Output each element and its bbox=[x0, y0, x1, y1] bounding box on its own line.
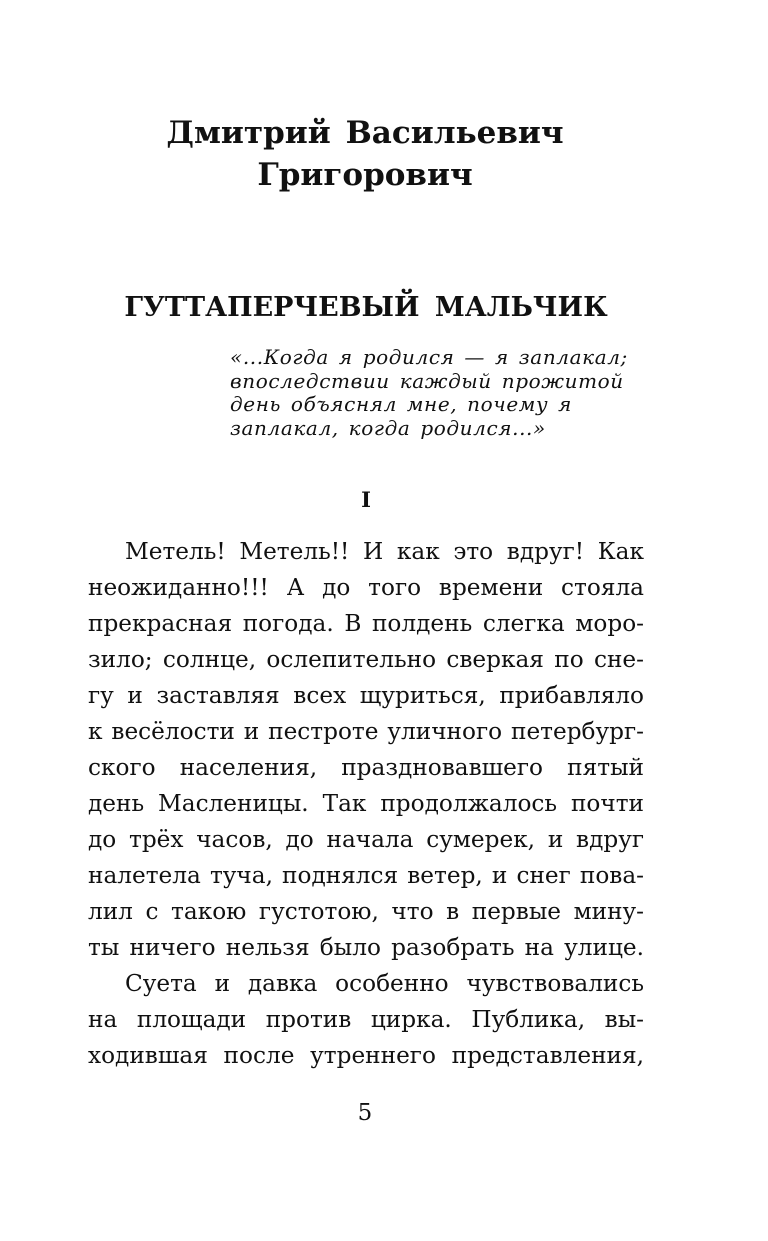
author-name-line: Григорович bbox=[257, 157, 473, 193]
story-title: ГУТТАПЕРЧЕВЫЙ МАЛЬЧИК bbox=[124, 292, 608, 323]
text-line: ходившая после утреннего представления, bbox=[88, 1042, 644, 1069]
chapter-heading: I bbox=[361, 487, 371, 512]
text-line: к весёлости и пестроте уличного петербург- bbox=[88, 718, 644, 745]
text-line: ты ничего нельзя было разобрать на улице. bbox=[88, 934, 644, 961]
epigraph-line: впоследствии каждый прожитой bbox=[230, 368, 624, 393]
text-line: Суета и давка особенно чувствовались bbox=[125, 970, 644, 997]
text-line: ского населения, праздновавшего пятый bbox=[88, 754, 644, 781]
text-line: на площади против цирка. Публика, вы- bbox=[88, 1006, 644, 1033]
text-line: лил с такою густотою, что в первые мину- bbox=[88, 898, 644, 925]
author-name bbox=[0, 112, 730, 196]
author-name-line: Дмитрий Васильевич bbox=[166, 115, 564, 151]
page-number: 5 bbox=[357, 1100, 373, 1126]
epigraph-line: заплакал, когда родился...» bbox=[230, 415, 546, 440]
text-line: день Масленицы. Так продолжалось почти bbox=[88, 790, 644, 817]
body-text bbox=[88, 534, 644, 1074]
epigraph-line: день объяснял мне, почему я bbox=[230, 392, 572, 416]
paragraph bbox=[88, 534, 644, 966]
text-line: гу и заставляя всех щуриться, прибавляло bbox=[88, 682, 644, 709]
text-line: Метель! Метель!! И как это вдруг! Как bbox=[125, 538, 644, 565]
text-line: до трёх часов, до начала сумерек, и вдруг bbox=[88, 826, 644, 853]
epigraph bbox=[230, 346, 650, 440]
epigraph-line: «...Когда я родился — я заплакал; bbox=[230, 345, 628, 369]
paragraph bbox=[88, 966, 644, 1074]
text-line: зило; солнце, ослепительно сверкая по сне- bbox=[88, 646, 644, 673]
text-line: неожиданно!!! А до того времени стояла bbox=[88, 574, 644, 601]
text-line: прекрасная погода. В полдень слегка моро- bbox=[88, 610, 644, 637]
text-line: налетела туча, поднялся ветер, и снег пова- bbox=[88, 862, 644, 889]
